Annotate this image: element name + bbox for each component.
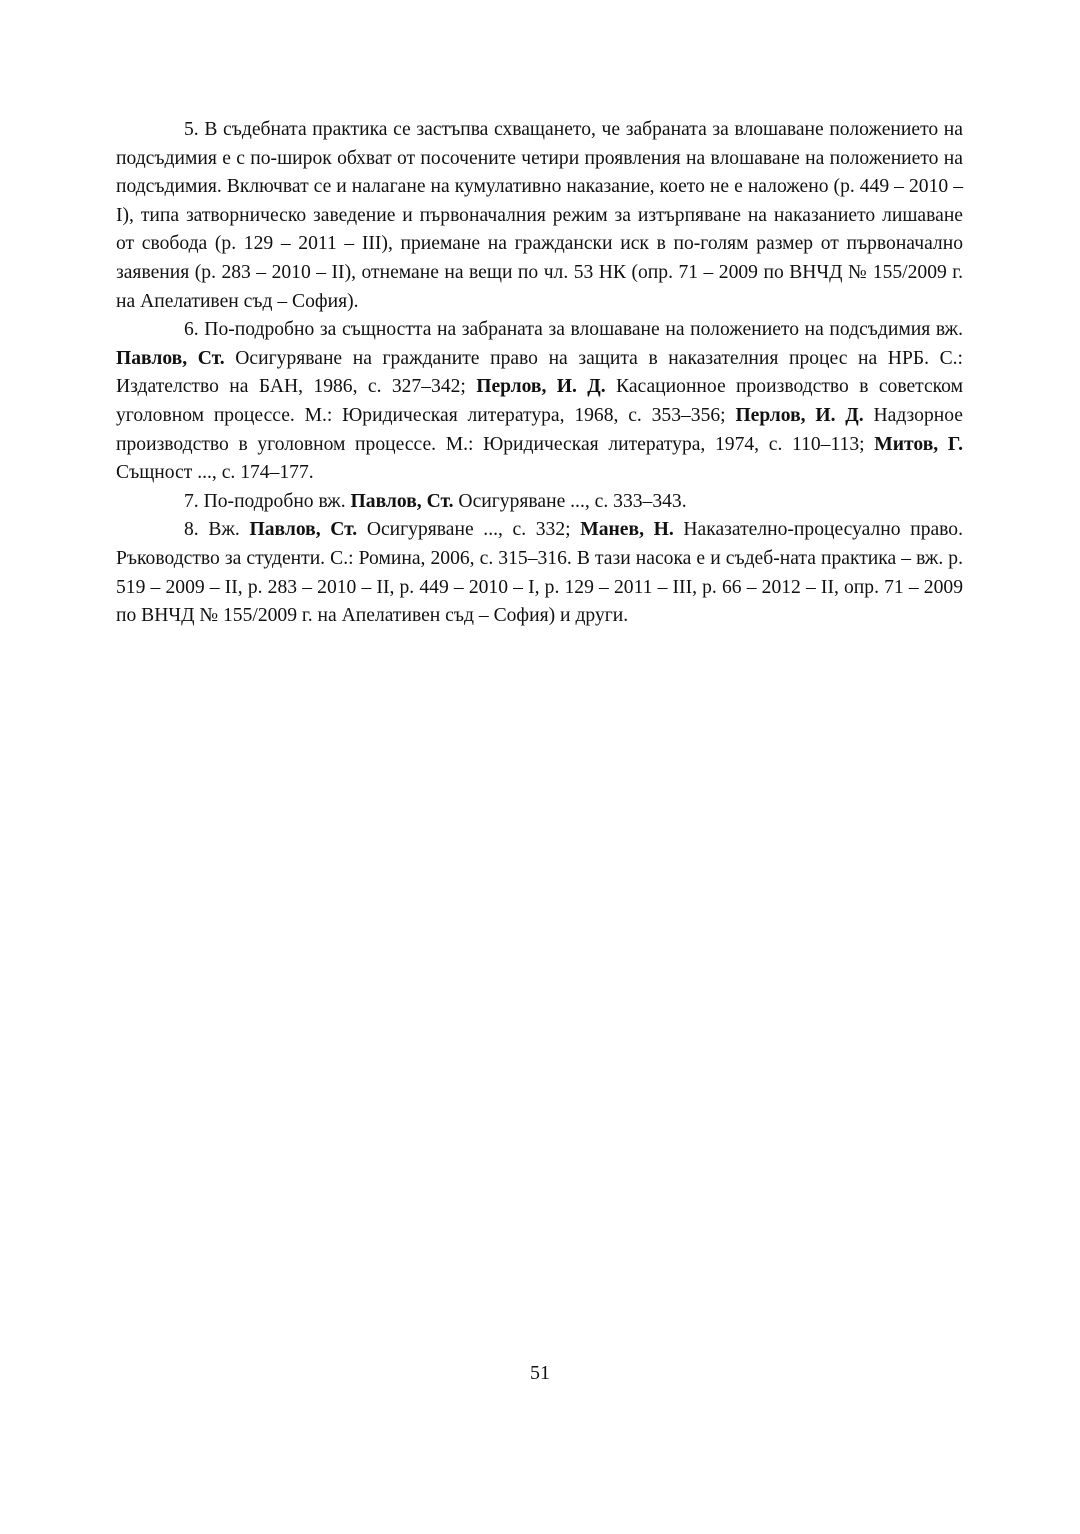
note-text: 7. По-подробно вж. [184, 490, 351, 512]
note-text: Същност ..., с. 174–177. [116, 462, 314, 484]
note-text: 5. В съдебната практика се застъпва схващането, че забраната за влошаване положението на подсъдимия е с по-широк обхват от посочените четири проявления на влошаване на положението на подсъдимия. Включват се и налагане на кумулативно наказание, което не е наложено (р. 449 – 2010 – I), типа затворническо заведение и първоначалния режим за изтърпяване на наказанието лишаване от свобода (р. 129 – 2011 – III), приемане на граждански иск в по-голям размер от първоначално заявения (р. 283 – 2010 – II), отнемане на вещи по чл. 53 НК (опр. 71 – 2009 по ВНЧД № 155/2009 г. на Апелативен съд – София). [116, 119, 963, 312]
author-name: Манев, Н. [580, 519, 674, 541]
author-name: Павлов, Ст. [116, 347, 225, 369]
author-name: Перлов, И. Д. [735, 404, 864, 426]
page-number: 51 [530, 1362, 550, 1384]
note-text: Наказателно-процесуално право. Ръководство за студенти. С.: Ромина, 2006, с. 315–316. В тази насока е и съдеб-ната практика – вж. р. 519 – 2009 – II, р. 283 – 2010 – II, р. 449 – 2010 – I, р. 129 – 2011 – III, р. 66 – 2012 – II, опр. 71 – 2009 по ВНЧД № 155/2009 г. на Апелативен съд – София) и други. [116, 519, 963, 627]
note-text: Осигуряване ..., с. 333–343. [453, 490, 687, 512]
note-text: Осигуряване ..., с. 332; [357, 519, 581, 541]
endnote-6 [116, 316, 963, 488]
note-text: Касационное производство в советском уголовном процессе. М.: Юридическая литература, 1968, с. 353–356; [116, 376, 963, 426]
endnotes [116, 116, 963, 631]
endnote-7 [116, 488, 963, 517]
author-name: Митов, Г. [874, 433, 963, 455]
note-text: 6. По-подробно за същността на забраната за влошаване на положението на подсъдимия вж. [184, 319, 963, 341]
author-name: Перлов, И. Д. [476, 376, 606, 398]
note-text: Осигуряване на гражданите право на защита в наказателния процес на НРБ. С.: Издателство на БАН, 1986, с. 327–342; [116, 347, 963, 398]
endnote-5 [116, 116, 963, 316]
note-text: Надзорное производство в уголовном процессе. М.: Юридическая литература, 1974, с. 110–113; [116, 404, 963, 455]
endnote-8 [116, 516, 963, 630]
note-text: 8. Вж. [184, 519, 250, 541]
author-name: Павлов, Ст. [350, 490, 454, 512]
author-name: Павлов, Ст. [249, 519, 358, 541]
